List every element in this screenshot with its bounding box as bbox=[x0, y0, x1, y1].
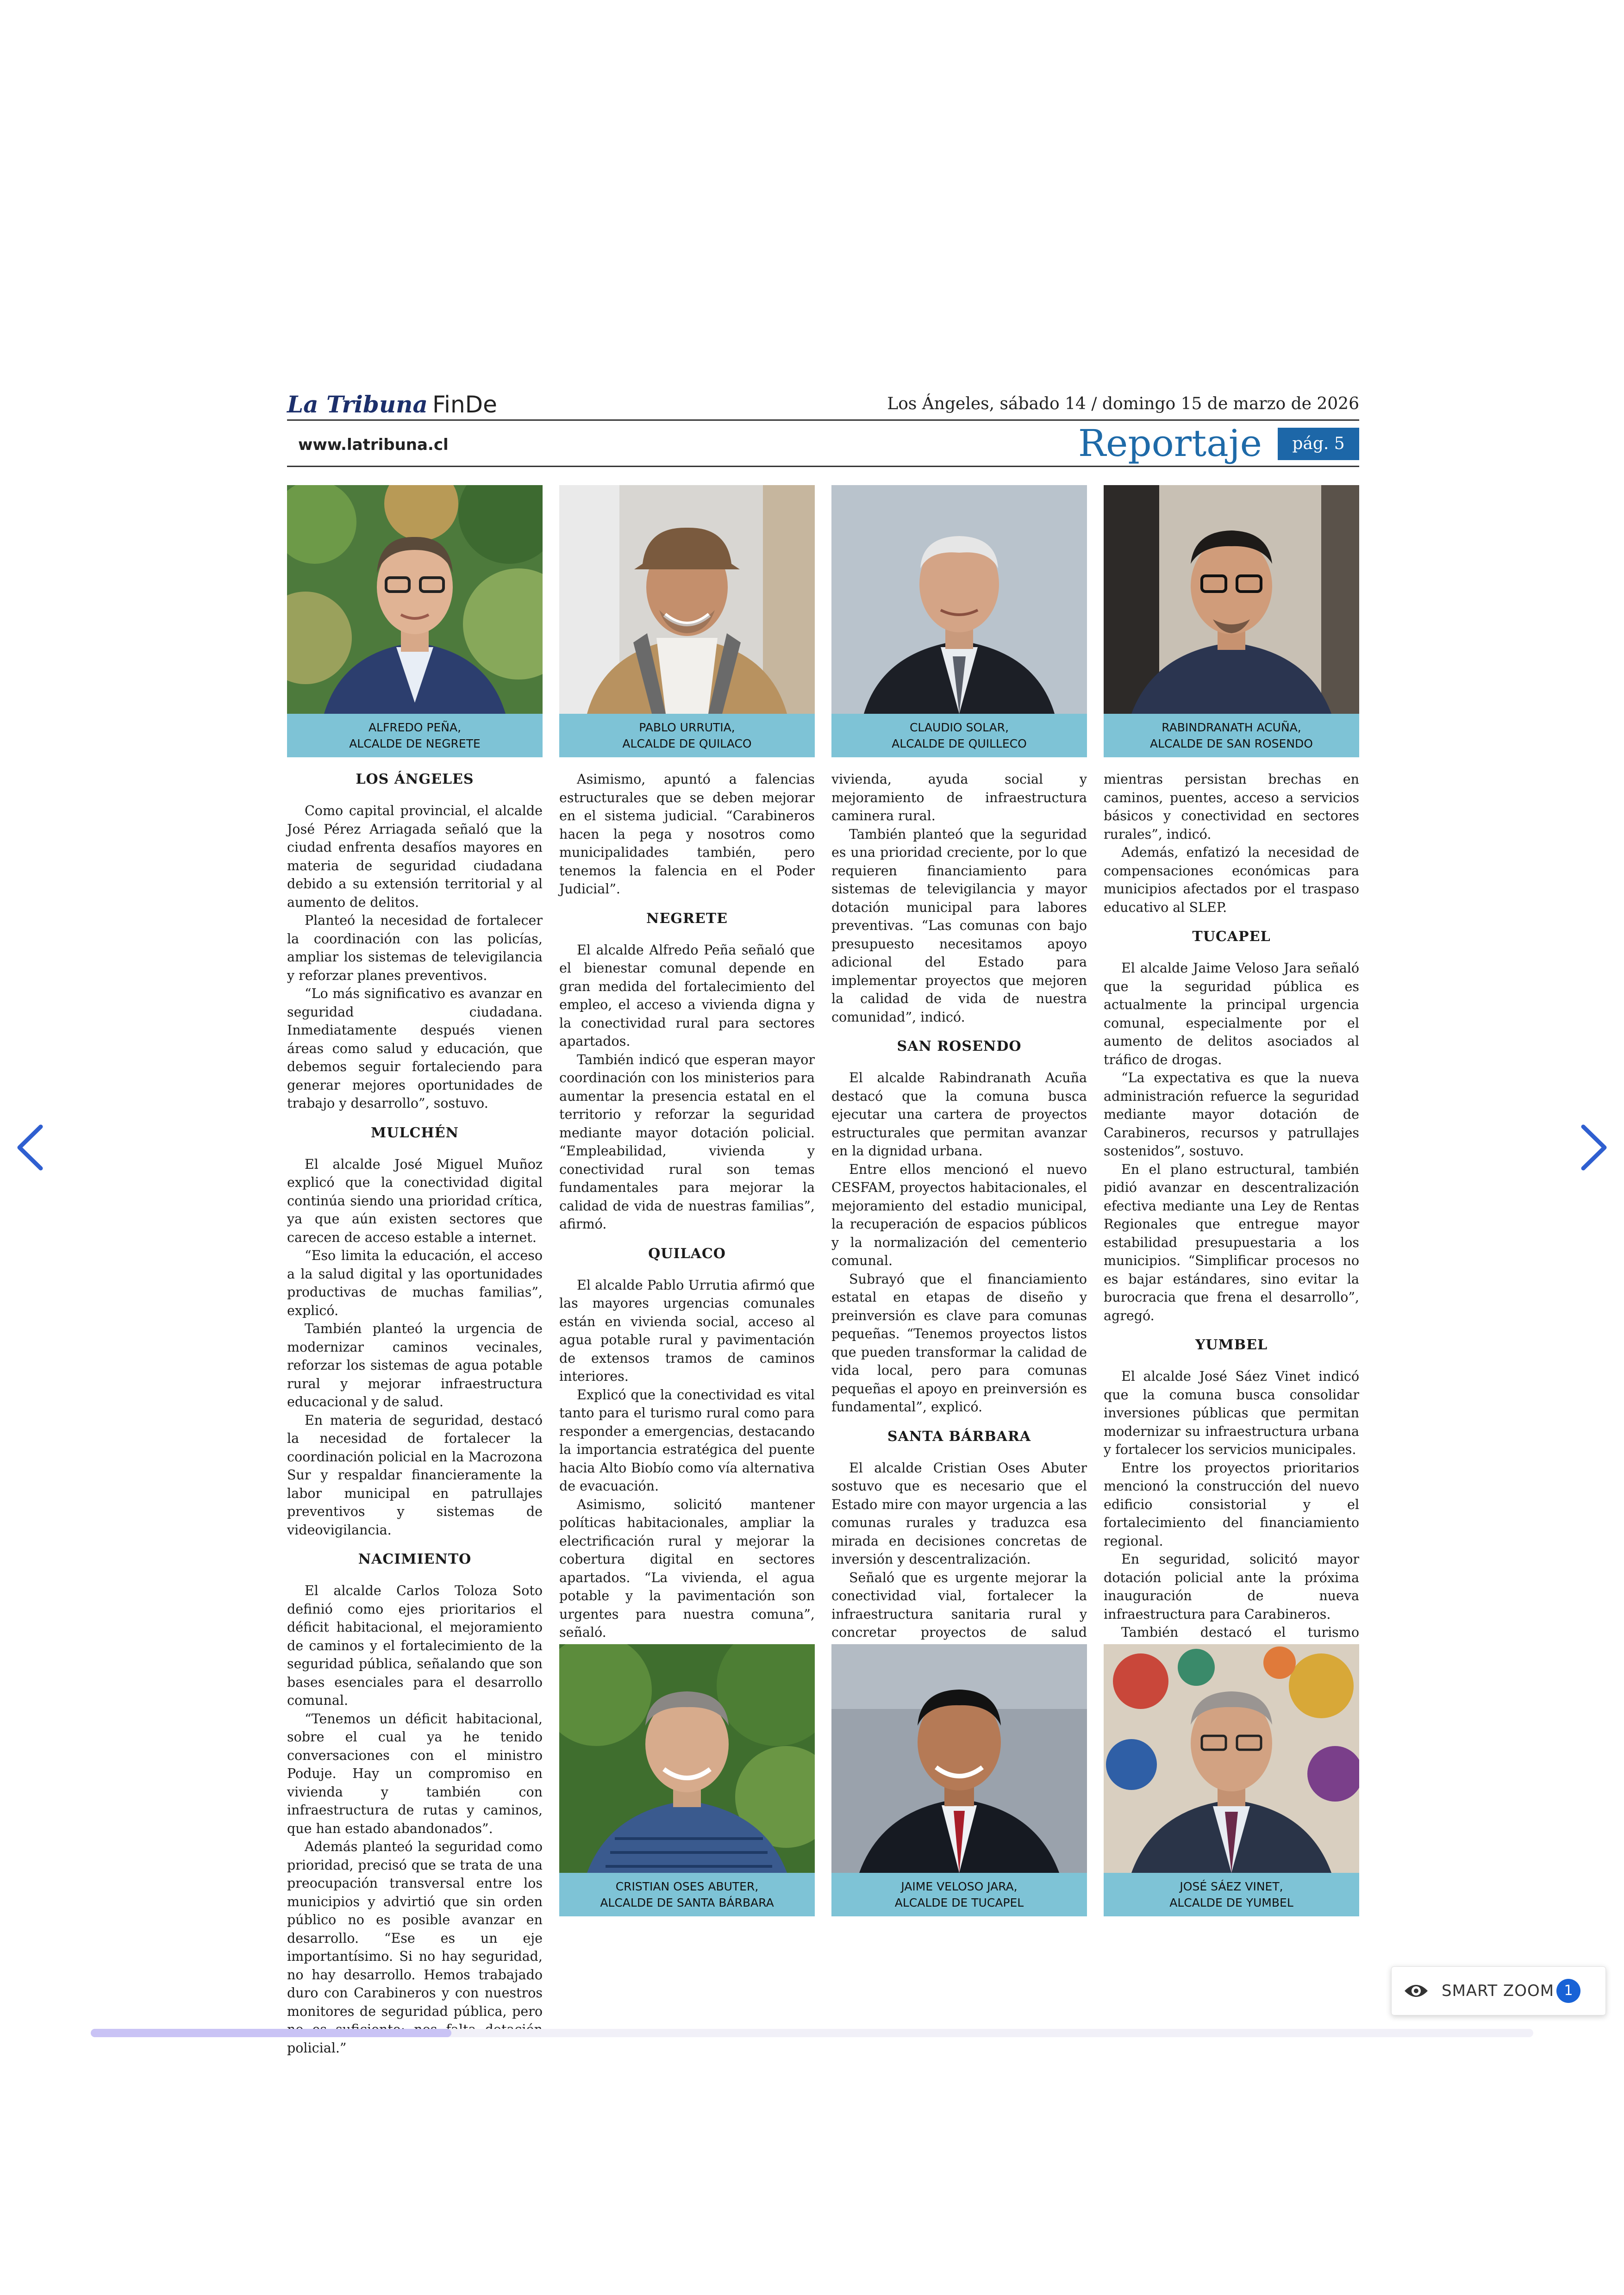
paragraph: mientras persistan brechas en caminos, puentes, acceso a servicios básicos y conectividad en sectores rurales”, indicó. bbox=[1104, 772, 1359, 842]
paragraph: Asimismo, apuntó a falencias estructurales que se deben mejorar en el sistema judicial. “Carabineros hacen la pega y nosotros como municipalidades también, pero tenemos la falencia en el Poder Judicial”. bbox=[559, 772, 815, 897]
photo-caption bbox=[559, 714, 815, 757]
subheading-nacimiento: NACIMIENTO bbox=[358, 1551, 472, 1567]
masthead-rule-bottom bbox=[287, 466, 1359, 467]
paragraph: En materia de seguridad, destacó la necesidad de fortalecer la coordinación policial en la Macrozona Sur y respaldar financieramente la labor municipal en patrullajes preventivos y sistemas de videovigilancia. bbox=[287, 1412, 543, 1538]
paragraph: También indicó que esperan mayor coordinación con los ministerios para aumentar la presencia estatal en el territorio y reforzar la seguridad mediante mayor dotación policial. “Empleabilidad, vivienda y conectividad rural son temas fundamentales para mejorar la calidad de vida de nuestras familias”, afirmó. bbox=[559, 1052, 815, 1232]
caption-name: CRISTIAN OSES ABUTER, bbox=[615, 1880, 759, 1893]
paragraph: Entre ellos mencionó el nuevo CESFAM, proyectos habitacionales, el mejoramiento del estadio municipal, la recuperación de espacios públicos y la normalización del cementerio comunal. bbox=[831, 1161, 1087, 1268]
paragraph: “La expectativa es que la nueva administración refuerce la seguridad mediante mayor dotación de Carabineros, recursos y patrullajes sostenidos”, sostuvo. bbox=[1104, 1070, 1359, 1159]
article-column-4 bbox=[1104, 770, 1359, 1696]
smart-zoom-count-badge: 1 bbox=[1556, 1979, 1580, 2003]
paragraph: Señaló que es urgente mejorar la conectividad vial, fortalecer la infraestructura sanitaria rural y concretar proyectos de salud bbox=[831, 1570, 1087, 1640]
portrait-image bbox=[1104, 485, 1359, 714]
caption-role: ALCALDE DE YUMBEL bbox=[1169, 1896, 1293, 1909]
photo-caption bbox=[831, 1873, 1087, 1916]
paragraph: Planteó la necesidad de fortalecer la coordinación con las policías, ampliar los sistemas de televigilancia y reforzar planes preventivos. bbox=[287, 913, 543, 983]
smart-zoom-button[interactable] bbox=[1391, 1966, 1606, 2015]
paragraph: El alcalde José Miguel Muñoz explicó que la conectividad digital continúa siendo una prioridad crítica, ya que aún existen sectores que carecen de acceso estable a internet. bbox=[287, 1156, 543, 1245]
portrait-image bbox=[287, 485, 543, 714]
issue-date: Los Ángeles, sábado 14 / domingo 15 de marzo de 2026 bbox=[887, 394, 1359, 413]
paragraph: Asimismo, solicitó mantener políticas habitacionales, ampliar la electrificación rural y mejorar la cobertura digital en sectores apartados. “La vivienda, el agua potable y la pavimentación son urgentes para nuestra comuna”, señaló. bbox=[559, 1497, 815, 1640]
subheading-mulchen: MULCHÉN bbox=[371, 1124, 459, 1141]
caption-name: RABINDRANATH ACUÑA, bbox=[1162, 721, 1301, 734]
edition-name: FinDe bbox=[432, 391, 497, 418]
paragraph: Subrayó que el financiamiento estatal en etapas de diseño y preinversión es clave para comunas pequeñas. “Tenemos proyectos listos que pueden transformar la calidad de vida local, pero para comunas pequeñas el apoyo en preinversión es fundamental”, explicó. bbox=[831, 1271, 1087, 1415]
chevron-left-icon bbox=[13, 1122, 50, 1173]
subheading-san-rosendo: SAN ROSENDO bbox=[897, 1038, 1022, 1054]
photo-cristian-oses bbox=[559, 1644, 815, 1916]
caption-role: ALCALDE DE NEGRETE bbox=[349, 737, 481, 750]
portrait-image bbox=[559, 485, 815, 714]
photo-alfredo-pena bbox=[287, 485, 543, 757]
photo-claudio-solar bbox=[831, 485, 1087, 757]
photo-jose-saez bbox=[1104, 1644, 1359, 1916]
chevron-right-icon bbox=[1574, 1122, 1611, 1173]
subheading-negrete: NEGRETE bbox=[646, 910, 728, 927]
photo-caption bbox=[1104, 1873, 1359, 1916]
caption-name: PABLO URRUTIA, bbox=[639, 721, 735, 734]
paragraph: Como capital provincial, el alcalde José Pérez Arriagada señaló que la ciudad enfrenta desafíos mayores en materia de seguridad ciudadana debido a su extensión territorial y al aumento de delitos. bbox=[287, 803, 543, 910]
paragraph: También planteó la urgencia de modernizar caminos vecinales, reforzar los sistemas de agua potable rural y mejorar infraestructura educacional y de salud. bbox=[287, 1321, 543, 1409]
caption-role: ALCALDE DE TUCAPEL bbox=[894, 1896, 1024, 1909]
paragraph: En el plano estructural, también pidió avanzar en descentralización efectiva mediante una Ley de Rentas Regionales que entregue mayor estabilidad presupuestaria a los municipios. “Simplificar procesos no es bajar estándares, sino evitar la burocracia que frena el desarrollo”, agregó. bbox=[1104, 1161, 1359, 1323]
paragraph: “Tenemos un déficit habitacional, sobre el cual ya he tenido conversaciones con el ministro Poduje. Hay un compromiso en vivienda y también con infraestructura de rutas y caminos, que han estado abandonados”. bbox=[287, 1711, 543, 1836]
paragraph: vivienda, ayuda social y mejoramiento de infraestructura caminera rural. bbox=[831, 772, 1087, 823]
newspaper-logo: La Tribuna bbox=[287, 391, 428, 418]
caption-name: JOSÉ SÁEZ VINET, bbox=[1180, 1880, 1283, 1893]
portrait-image bbox=[1104, 1644, 1359, 1873]
subheading-santa-barbara: SANTA BÁRBARA bbox=[887, 1428, 1031, 1445]
photo-rabindranath-acuna bbox=[1104, 485, 1359, 757]
paragraph: El alcalde José Sáez Vinet indicó que la comuna busca consolidar inversiones públicas que permitan modernizar su infraestructura urbana y fortalecer los servicios municipales. bbox=[1104, 1369, 1359, 1457]
photo-pablo-urrutia bbox=[559, 485, 815, 757]
paragraph: El alcalde Cristian Oses Abuter sostuvo que es necesario que el Estado mire con mayor urgencia a las comunas rurales y traduzca esa mirada en decisiones concretas de inversión y descentralización. bbox=[831, 1460, 1087, 1567]
eye-icon bbox=[1404, 1981, 1429, 2001]
paragraph: Además, enfatizó la necesidad de compensaciones económicas para municipios afectados por el traspaso educativo al SLEP. bbox=[1104, 845, 1359, 915]
page-scrollbar-track[interactable] bbox=[91, 2029, 1533, 2037]
page-scrollbar-thumb[interactable] bbox=[91, 2029, 451, 2037]
paragraph: El alcalde Pablo Urrutia afirmó que las mayores urgencias comunales están en vivienda social, acceso al agua potable rural y pavimentación de extensos tramos de caminos interiores. bbox=[559, 1277, 815, 1384]
paragraph: Explicó que la conectividad es vital tanto para el turismo rural como para responder a emergencias, destacando la importancia estratégica del puente hacia Alto Biobío como vía alternativa de evacuación. bbox=[559, 1387, 815, 1494]
caption-name: ALFREDO PEÑA, bbox=[368, 721, 462, 734]
paragraph: También planteó que la seguridad es una prioridad creciente, por lo que requieren financiamiento para sistemas de televigilancia y mayor dotación municipal para labores preventivas. “Las comunas con bajo presupuesto necesitamos apoyo adicional del Estado para implementar proyectos que mejoren la calidad de vida de nuestra comunidad”, indicó. bbox=[831, 826, 1087, 1025]
paragraph: Además planteó la seguridad como prioridad, precisó que se trata de una preocupación transversal entre los municipios y advirtió que sin orden público no es posible avanzar en desarrollo. “Ese es un eje importantísimo. Si no hay seguridad, no hay desarrollo. Hemos trabajado duro con Carabineros y con nuestros monitores de seguridad pública, pero policial.” bbox=[287, 1839, 543, 2056]
subheading-los-angeles: LOS ÁNGELES bbox=[356, 771, 474, 787]
article-column-1 bbox=[287, 770, 543, 2057]
photo-caption bbox=[559, 1873, 815, 1916]
article-column-2 bbox=[559, 770, 815, 1721]
subheading-yumbel: YUMBEL bbox=[1195, 1337, 1268, 1353]
previous-page-button[interactable] bbox=[13, 1122, 50, 1173]
subheading-tucapel: TUCAPEL bbox=[1192, 929, 1271, 945]
article-column-3 bbox=[831, 770, 1087, 1715]
masthead-brand bbox=[287, 391, 497, 418]
page-number-badge: pág. 5 bbox=[1278, 428, 1359, 460]
caption-role: ALCALDE DE QUILLECO bbox=[892, 737, 1027, 750]
masthead bbox=[287, 389, 1359, 468]
portrait-image bbox=[831, 1644, 1087, 1873]
paragraph: El alcalde Rabindranath Acuña destacó que la comuna busca ejecutar una cartera de proyectos estructurales que permitan avanzar en la dignidad urbana. bbox=[831, 1070, 1087, 1159]
masthead-rule-top bbox=[287, 419, 1359, 421]
smart-zoom-label: SMART ZOOM bbox=[1442, 1982, 1555, 2000]
portrait-image bbox=[831, 485, 1087, 714]
caption-role: ALCALDE DE SAN ROSENDO bbox=[1150, 737, 1313, 750]
paragraph: “Eso limita la educación, el acceso a la salud digital y las oportunidades productivas de muchas familias”, explicó. bbox=[287, 1248, 543, 1318]
paragraph: En seguridad, solicitó mayor dotación policial ante la próxima inauguración de nueva infraestructura para Carabineros. bbox=[1104, 1552, 1359, 1622]
caption-name: CLAUDIO SOLAR, bbox=[909, 721, 1009, 734]
subheading-quilaco: QUILACO bbox=[648, 1245, 726, 1262]
paragraph: El alcalde Jaime Veloso Jara señaló que la seguridad pública es actualmente la principal urgencia comunal, especialmente por el aumento de delitos asociados al tráfico de drogas. bbox=[1104, 960, 1359, 1067]
photo-caption bbox=[287, 714, 543, 757]
caption-role: ALCALDE DE SANTA BÁRBARA bbox=[600, 1896, 774, 1909]
paragraph: “Lo más significativo es avanzar en seguridad ciudadana. Inmediatamente después vienen áreas como salud y educación, que debemos seguir fortaleciendo para generar mejores oportunidades de trabajo y desarrollo”, sostuvo. bbox=[287, 986, 543, 1111]
caption-name: JAIME VELOSO JARA, bbox=[901, 1880, 1018, 1893]
newspaper-page bbox=[287, 389, 1359, 2056]
photo-caption bbox=[1104, 714, 1359, 757]
paragraph: También destacó el turismo bbox=[1121, 1625, 1359, 1640]
paragraph: El alcalde Alfredo Peña señaló que el bienestar comunal depende en gran medida del fortalecimiento del empleo, el acceso a vivienda digna y la conectividad rural para sectores apartados. bbox=[559, 942, 815, 1049]
photo-caption bbox=[831, 714, 1087, 757]
paragraph: El alcalde Carlos Toloza Soto definió como ejes prioritarios el déficit habitacional, el mejoramiento de caminos y el fortalecimiento de la seguridad pública, señalando que son bases esenciales para el desarrollo comunal. bbox=[287, 1583, 543, 1708]
photo-jaime-veloso bbox=[831, 1644, 1087, 1916]
caption-role: ALCALDE DE QUILACO bbox=[622, 737, 752, 750]
section-title: Reportaje bbox=[1078, 422, 1262, 465]
website-url: www.latribuna.cl bbox=[298, 436, 449, 454]
next-page-button[interactable] bbox=[1574, 1122, 1611, 1173]
paragraph: Entre los proyectos prioritarios mencionó la construcción del nuevo edificio consistorial y el fortalecimiento del financiamiento regional. bbox=[1104, 1460, 1359, 1549]
portrait-image bbox=[559, 1644, 815, 1873]
